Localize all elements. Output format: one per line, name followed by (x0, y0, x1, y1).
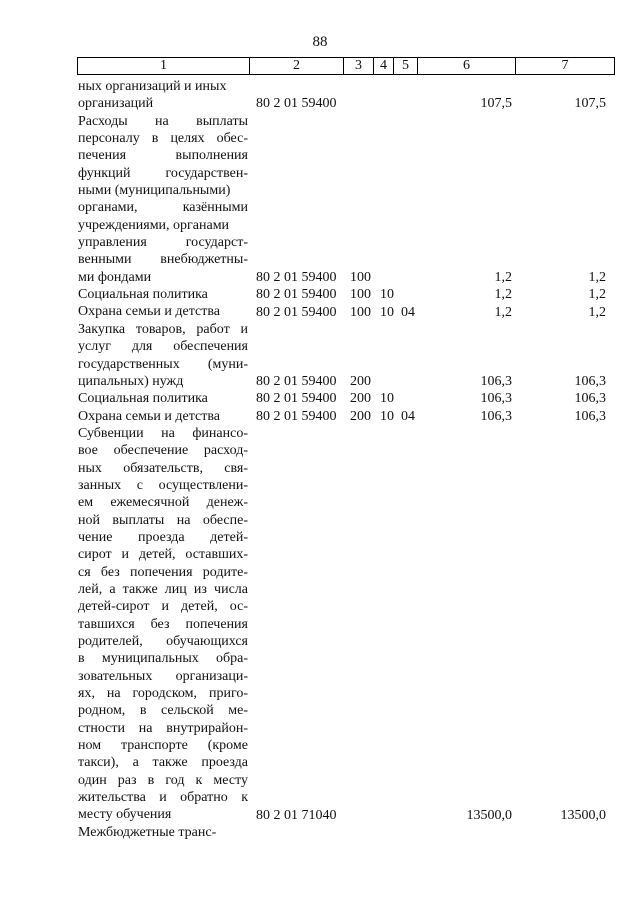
cell-amount-col6: 106,3 (480, 408, 512, 424)
cell-target-article: 80 2 01 59400 (256, 269, 337, 285)
cell-amount-col7: 13500,0 (560, 807, 606, 823)
cell-section: 10 (380, 408, 394, 424)
description-line: родном, в сельской ме- (78, 703, 248, 719)
cell-target-article: 80 2 01 59400 (256, 287, 337, 303)
description-line: лей, а также лиц из числа (78, 581, 248, 597)
description-line: стности на внутрирайон- (78, 720, 248, 736)
cell-amount-col7: 106,3 (574, 391, 606, 407)
cell-amount-col6: 106,3 (480, 391, 512, 407)
description-line: детей-сирот и детей, ос- (78, 599, 248, 615)
cell-target-article: 80 2 01 71040 (256, 807, 337, 823)
cell-section: 10 (380, 304, 394, 320)
description-line: ном транспорте (кроме (78, 738, 248, 754)
description-line: ципальных) нужд (78, 373, 184, 389)
description-line: жительства и обратно к (78, 790, 248, 806)
cell-target-article: 80 2 01 59400 (256, 373, 337, 389)
cell-expense-type: 100 (350, 304, 371, 320)
cell-amount-col6: 1,2 (494, 304, 512, 320)
description-line: ной выплаты на обеспе- (78, 512, 248, 528)
cell-amount-col6: 106,3 (480, 373, 512, 389)
description-line: учреждениями, органами (78, 217, 230, 233)
cell-amount-col6: 13500,0 (466, 807, 512, 823)
description-line: ми фондами (78, 269, 152, 285)
description-line: органами, казёнными (78, 200, 248, 216)
header-col-3: 3 (343, 58, 373, 74)
description-line: Охрана семьи и детства (78, 408, 220, 424)
description-line: в муниципальных обра- (78, 651, 248, 667)
description-line: Охрана семьи и детства (78, 304, 220, 320)
description-column (78, 78, 248, 841)
description-line: Расходы на выплаты (78, 113, 248, 129)
description-line: сирот и детей, оставших- (78, 547, 248, 563)
header-col-2: 2 (249, 58, 343, 74)
description-line: месту обучения (78, 807, 172, 823)
cell-expense-type: 100 (350, 287, 371, 303)
page-number: 88 (312, 34, 328, 50)
cell-expense-type: 200 (350, 373, 371, 389)
description-line: вое обеспечение расход- (78, 443, 248, 459)
table-header (77, 57, 615, 75)
description-line: один раз в год к месту (78, 772, 248, 788)
description-line: Социальная политика (78, 287, 208, 303)
description-line: персоналу в целях обес- (78, 131, 248, 147)
cell-subsection: 04 (401, 408, 415, 424)
cell-section: 10 (380, 391, 394, 407)
description-line: родителей, обучающихся (78, 634, 248, 649)
description-line: ных обязательств, свя- (78, 460, 248, 476)
description-line: ях, на городском, приго- (78, 686, 248, 702)
header-col-6: 6 (417, 58, 515, 74)
description-line: услуг для обеспечения (78, 339, 248, 355)
description-line: ся без попечения родите- (78, 564, 248, 580)
header-col-1: 1 (77, 58, 249, 74)
description-line: зовательных организаци- (78, 668, 248, 684)
cell-expense-type: 200 (350, 408, 371, 424)
cell-amount-col6: 1,2 (494, 269, 512, 285)
cell-amount-col7: 107,5 (574, 96, 606, 112)
cell-expense-type: 200 (350, 391, 371, 407)
description-line: Субвенции на финансо- (78, 425, 248, 441)
description-line: такси), а также проезда (78, 755, 248, 771)
description-line: ными (муниципальными) (78, 183, 231, 199)
description-line: Социальная политика (78, 391, 208, 407)
header-col-4: 4 (373, 58, 393, 74)
cell-amount-col6: 107,5 (480, 96, 512, 112)
cell-amount-col7: 106,3 (574, 373, 606, 389)
cell-section: 10 (380, 287, 394, 303)
description-line: печения выполнения (78, 148, 248, 164)
description-line: функций государствен- (78, 165, 248, 181)
description-line: занных с осуществлени- (78, 477, 248, 493)
cell-amount-col7: 106,3 (574, 408, 606, 424)
description-line: ем ежемесячной денеж- (78, 495, 248, 511)
description-line: венными внебюджетны- (78, 252, 248, 268)
description-line: Межбюджетные транс- (78, 824, 217, 840)
cell-amount-col7: 1,2 (588, 287, 606, 303)
cell-target-article: 80 2 01 59400 (256, 96, 337, 112)
header-col-7: 7 (515, 58, 615, 74)
cell-target-article: 80 2 01 59400 (256, 391, 337, 407)
description-line: Закупка товаров, работ и (78, 321, 248, 337)
cell-amount-col6: 1,2 (494, 287, 512, 303)
description-line: государственных (муни- (78, 356, 248, 372)
description-line: чение проезда детей- (78, 529, 248, 545)
cell-expense-type: 100 (350, 269, 371, 285)
description-line: организаций (78, 96, 154, 112)
header-col-5: 5 (393, 58, 417, 74)
cell-subsection: 04 (401, 304, 415, 320)
description-line: тавшихся без попечения (78, 616, 248, 632)
cell-target-article: 80 2 01 59400 (256, 408, 337, 424)
cell-amount-col7: 1,2 (588, 269, 606, 285)
cell-target-article: 80 2 01 59400 (256, 304, 337, 320)
description-line: ных организаций и иных (78, 79, 227, 94)
cell-amount-col7: 1,2 (588, 304, 606, 320)
description-line: управления государст- (78, 235, 248, 251)
